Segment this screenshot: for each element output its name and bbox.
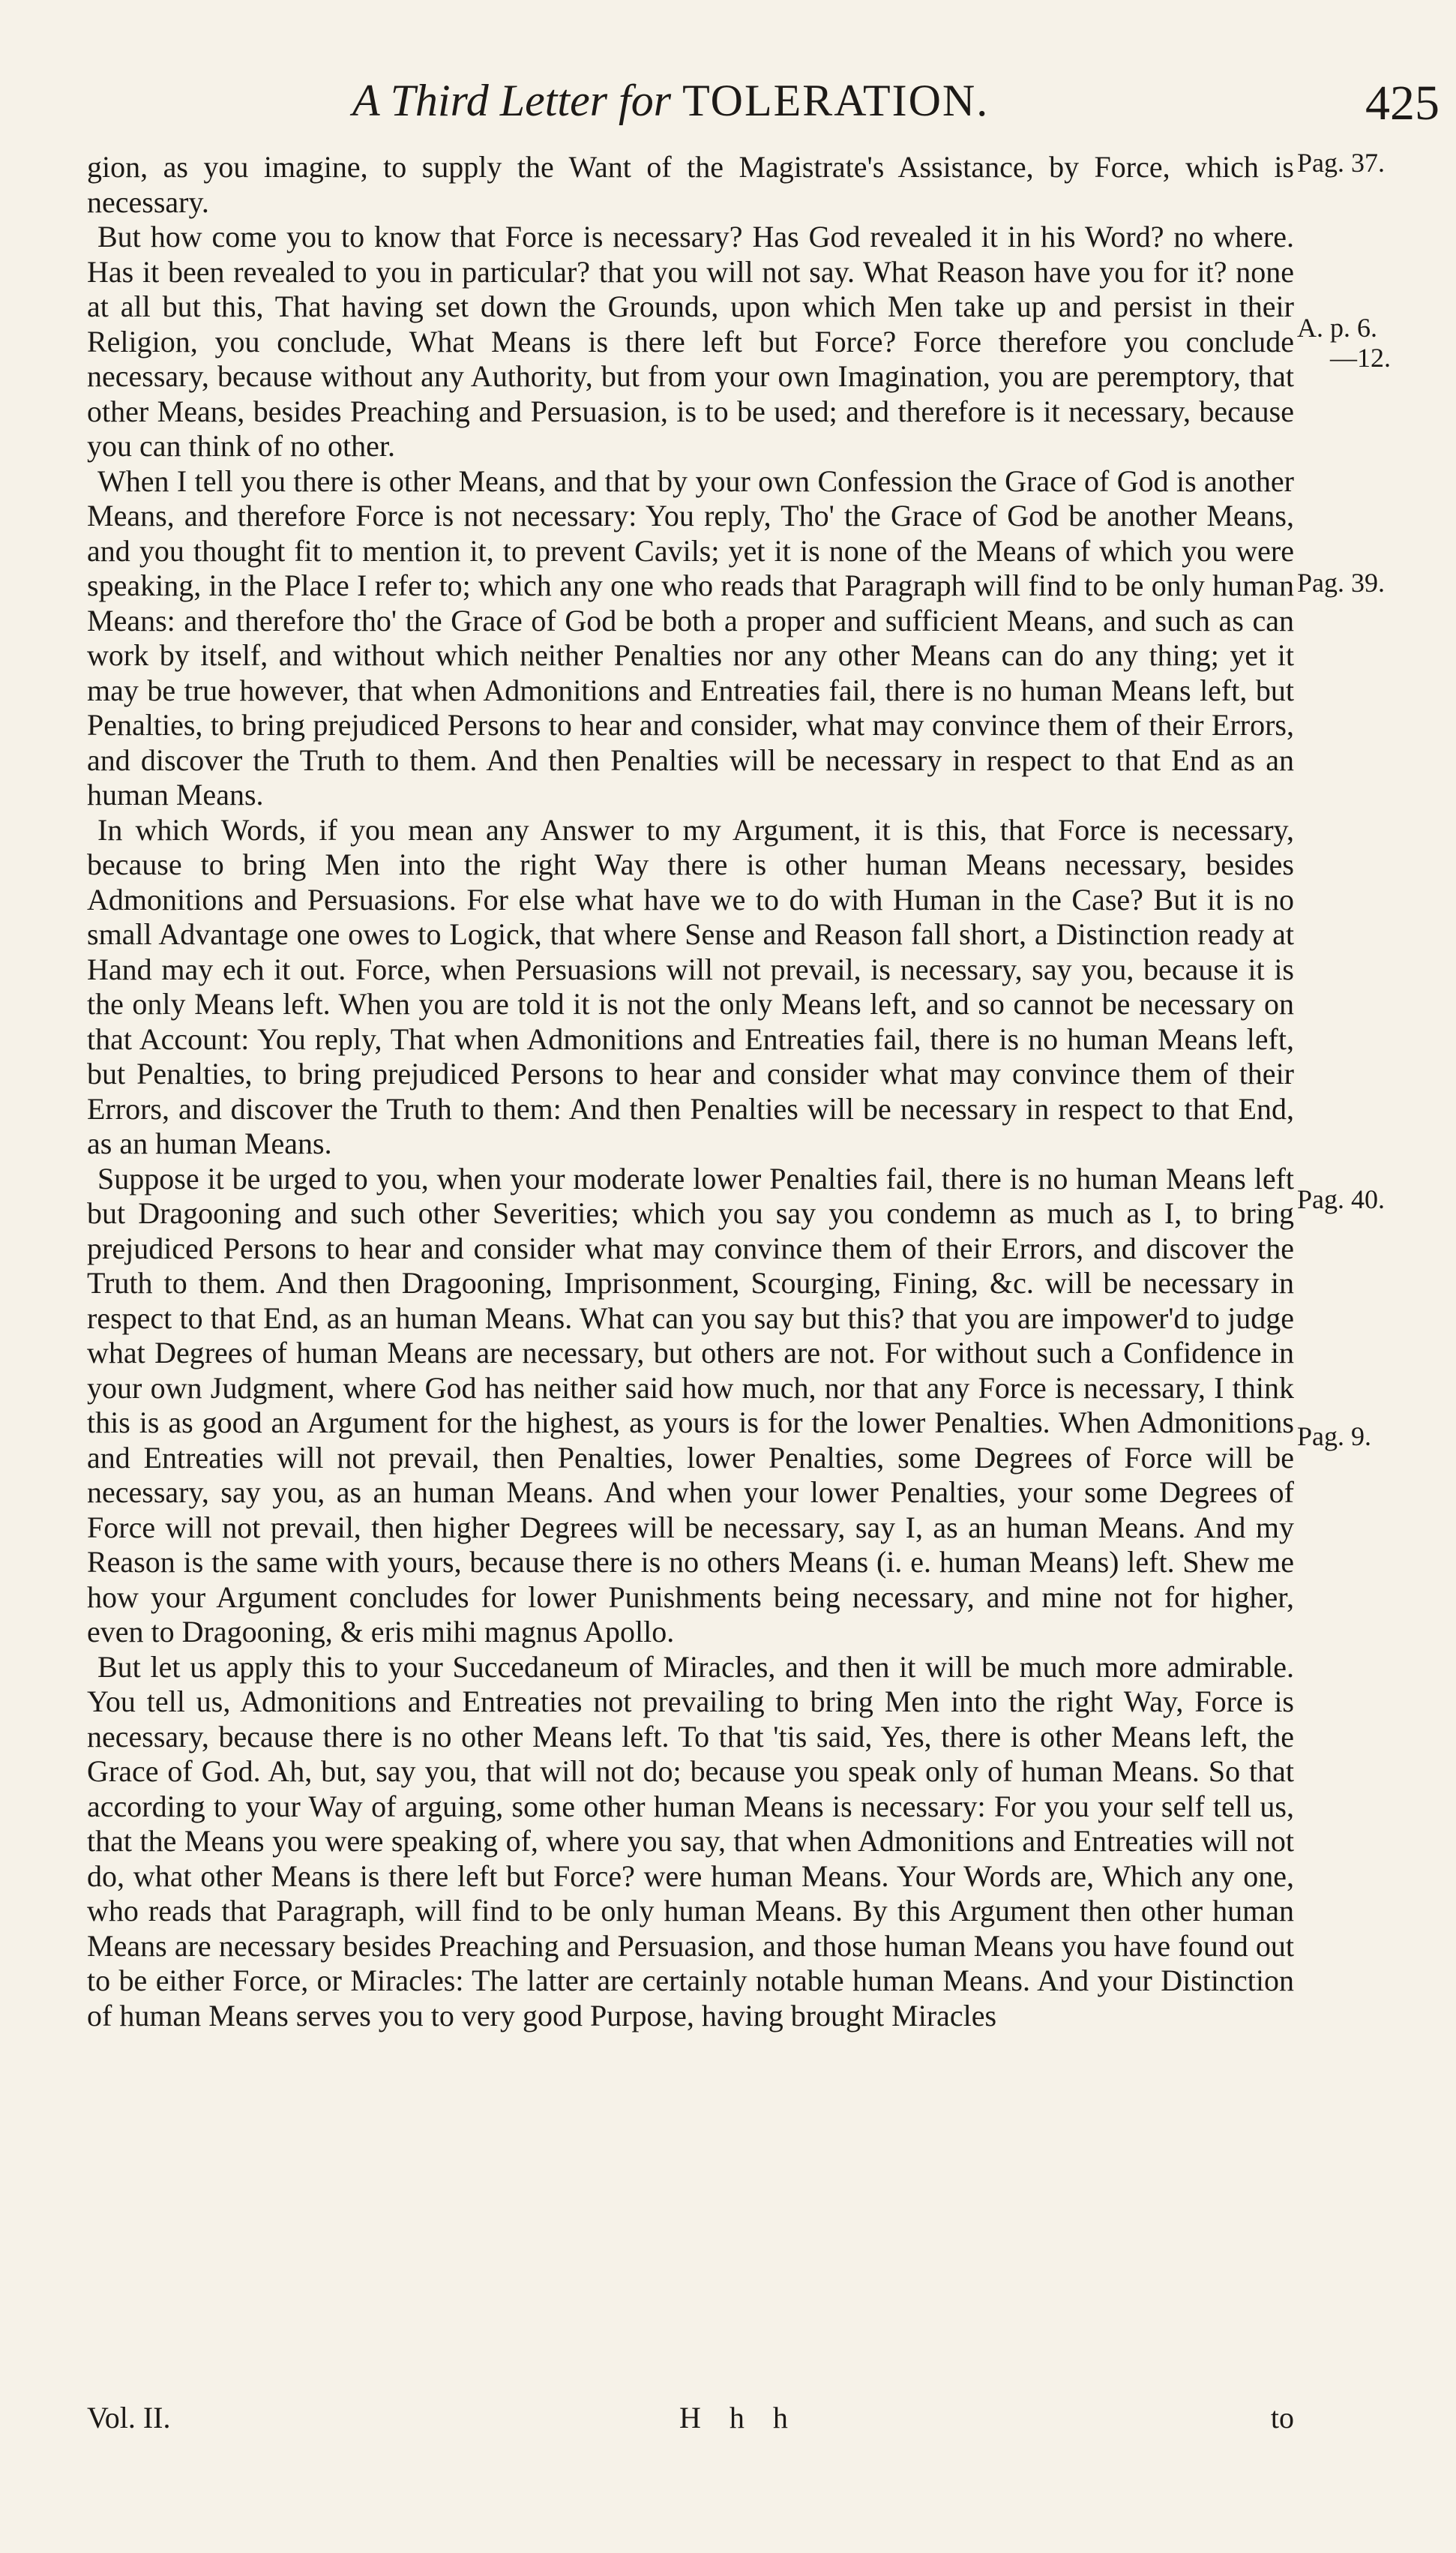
signature-mark: H h h — [679, 2401, 798, 2434]
margin-note-5: Pag. 40. — [1297, 1184, 1385, 1214]
running-title-caps: TOLERATION. — [682, 76, 990, 125]
paragraph-5: Suppose it be urged to you, when your moderate lower Penalties fail, there is no human Means left but Dragooning and such other Severities; which you say you condemn as much as I, to bring prejudiced Persons to hear and consider what may convince them of their Errors, and discover the Truth to them. And then Dragooning, Imprisonment, Scourging, Fining, &c. will be necessary in respect to that End, as an human Means. What can you say but this? that you are impower'd to judge what Degrees of human Means are necessary, but others are not. For without such a Confidence in your own Judgment, where God has neither said how much, nor that any Force is necessary, I think this is as good an Argument for the highest, as yours is for the lower Penalties. When Admonitions and Entreaties will not prevail, then Penalties, lower Penalties, some Degrees of Force will be necessary, say you, as an human Means. And when your lower Penalties, your some Degrees of Force will not prevail, then higher Degrees will be necessary, say I, as an human Means. And my Reason is the same with yours, because there is no others Means (i. e. human Means) left. Shew me how your Argument concludes for lower Punishments being necessary, and mine not for higher, even to Dragooning, & eris mihi magnus Apollo. — [87, 1161, 1294, 1648]
paragraph-4: In which Words, if you mean any Answer to my Argument, it is this, that Force is necessary, because to bring Men into the right Way there is other human Means necessary, besides Admonitions and Persuasions. For else what have we to do with Human in the Case? But it is no small Advantage one owes to Logick, that where Sense and Reason fall short, a Distinction ready at Hand may ech it out. Force, when Persuasions will not prevail, is necessary, say you, because it is the only Means left. When you are told it is not the only Means left, and so cannot be necessary on that Account: You reply, That when Admonitions and Entreaties fail, there is no human Means left, but Penalties, to bring prejudiced Persons to hear and consider what may convince them of their Errors, and discover the Truth to them: And then Penalties will be necessary in respect to that End, as an human Means. — [87, 812, 1294, 1160]
page-footer — [87, 2400, 1294, 2445]
paragraph-1: gion, as you imagine, to supply the Want of the Magistrate's Assistance, by Force, which is necessary. — [87, 150, 1294, 219]
catchword: to — [1270, 2401, 1294, 2434]
page-header — [352, 75, 1440, 142]
margin-note-4: Pag. 39. — [1297, 568, 1385, 598]
running-title — [352, 75, 989, 127]
body-text — [87, 150, 1294, 2033]
volume-label: Vol. II. — [87, 2401, 171, 2434]
paragraph-2: But how come you to know that Force is necessary? Has God revealed it in his Word? no where. Has it been revealed to you in particular? that you will not say. What Reason have you for it? none at all but this, That having set down the Grounds, upon which Men take up and persist in their Religion, you conclude, What Means is there left but Force? Force therefore you conclude necessary, because without any Authority, but from your own Imagination, you are peremptory, that other Means, besides Preaching and Persuasion, is to be used; and therefore is it necessary, because you can think of no other. — [87, 220, 1294, 463]
margin-note-1: Pag. 37. — [1297, 148, 1385, 178]
page-number: 425 — [1365, 76, 1440, 130]
paragraph-6: But let us apply this to your Succedaneum of Miracles, and then it will be much more admirable. You tell us, Admonitions and Entreaties not prevailing to bring Men into the right Way, Force is necessary, because there is no other Means left. To that 'tis said, Yes, there is other Means left, the Grace of God. Ah, but, say you, that will not do; because you speak only of human Means. So that according to your Way of arguing, some other human Means is necessary: For you your self tell us, that the Means you were speaking of, where you say, that when Admonitions and Entreaties will not do, what other Means is there left but Force? were human Means. Your Words are, Which any one, who reads that Paragraph, will find to be only human Means. By this Argument then other human Means are necessary besides Preaching and Persuasion, and those human Means you have found out to be either Force, or Miracles: The latter are certainly notable human Means. And your Distinction of human Means serves you to very good Purpose, having brought Miracles — [87, 1649, 1294, 2032]
running-title-italic: A Third Letter for — [352, 76, 672, 125]
margin-note-6: Pag. 9. — [1297, 1421, 1371, 1451]
margin-note-3: —12. — [1330, 343, 1391, 373]
paragraph-3: When I tell you there is other Means, and that by your own Confession the Grace of God is another Means, and therefore Force is not necessary: You reply, Tho' the Grace of God be another Means, and you thought fit to mention it, to prevent Cavils; yet it is none of the Means of which you were speaking, in the Place I refer to; which any one who reads that Paragraph will find to be only human Means: and therefore tho' the Grace of God be both a proper and sufficient Means, and such as can work by itself, and without which neither Penalties nor any other Means can do any thing; yet it may be true however, that when Admonitions and Entreaties fail, there is no human Means left, but Penalties, to bring prejudiced Persons to hear and consider, what may convince them of their Errors, and discover the Truth to them. And then Penalties will be necessary in respect to that End as an human Means. — [87, 464, 1294, 812]
margin-note-2: A. p. 6. — [1297, 313, 1377, 343]
